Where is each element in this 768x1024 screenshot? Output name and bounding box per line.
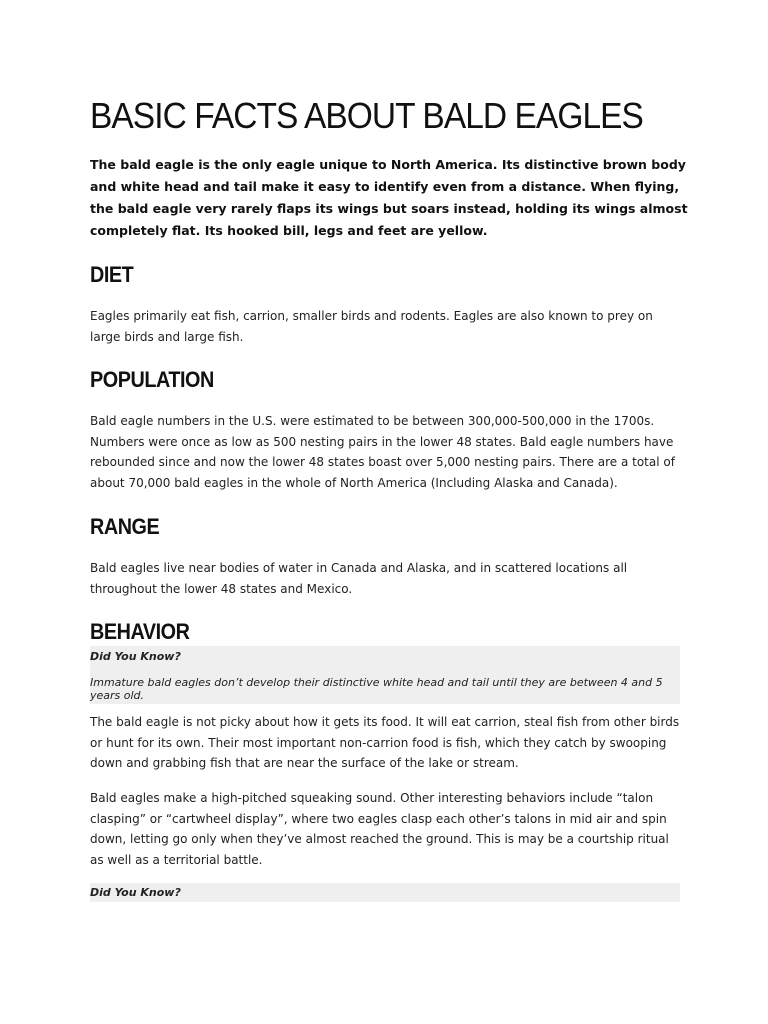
diet-paragraph: Eagles primarily eat fish, carrion, smaller birds and rodents. Eagles are also known to prey on large birds and large fish. (90, 309, 653, 344)
diet-heading: DIET (90, 262, 134, 287)
page-title: BASIC FACTS ABOUT BALD EAGLES (90, 95, 643, 136)
behavior-paragraph-food: The bald eagle is not picky about how it gets its food. It will eat carrion, steal fish from other birds or hunt for its own. Their most important non-carrion food is fish, which they catch by swooping down and grabbing fish that are near the surface of the lake or stream. (90, 715, 680, 770)
intro-paragraph: The bald eagle is the only eagle unique to North America. Its distinctive brown body and white head and tail make it easy to identify even from a distance. When flying, the bald eagle very rarely flaps its wings but soars instead, holding its wings almost completely flat. Its hooked bill, legs and feet are yellow. (90, 157, 688, 238)
behavior-paragraph-sound: Bald eagles make a high-pitched squeaking sound. Other interesting behaviors include “talon clasping” or “cartwheel display”, where two eagles clasp each other’s talons in mid air and spin down, letting go only when they’ve almost reached the ground. This is may be a courtship ritual as well as a territorial battle. (90, 791, 669, 867)
callout-title-2: Did You Know? (90, 886, 181, 899)
callout-title: Did You Know? (90, 650, 181, 663)
range-heading: RANGE (90, 514, 160, 539)
behavior-heading: BEHAVIOR (90, 619, 190, 644)
population-heading: POPULATION (90, 367, 214, 392)
did-you-know-callout (90, 646, 680, 704)
did-you-know-callout-2 (90, 883, 680, 902)
population-paragraph: Bald eagle numbers in the U.S. were estimated to be between 300,000-500,000 in the 1700s. Numbers were once as low as 500 nesting pairs in the lower 48 states. Bald eagle numbers have rebounded since and now the lower 48 states boast over 5,000 nesting pairs. There are a total of about 70,000 bald eagles in the whole of North America (Including Alaska and Canada). (90, 414, 675, 490)
callout-text: Immature bald eagles don’t develop their distinctive white head and tail until they are between 4 and 5 years old. (90, 676, 663, 702)
range-paragraph: Bald eagles live near bodies of water in Canada and Alaska, and in scattered locations all throughout the lower 48 states and Mexico. (90, 561, 628, 596)
